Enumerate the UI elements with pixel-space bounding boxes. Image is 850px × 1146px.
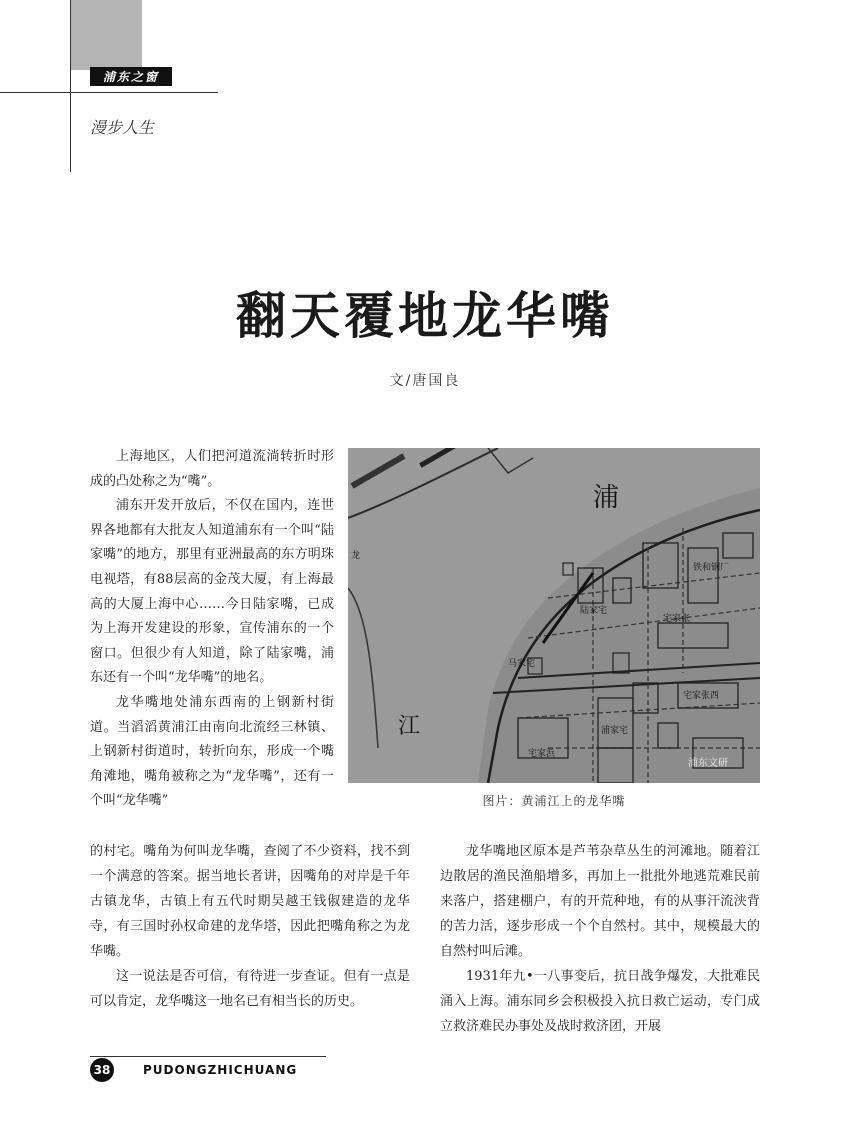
header-vertical-rule bbox=[70, 0, 71, 172]
magazine-logo: 浦东之窗 bbox=[90, 67, 172, 86]
top-left-column bbox=[90, 445, 334, 814]
map-label-iron-works: 铁和钢厂 bbox=[693, 563, 730, 573]
header-gray-block bbox=[70, 0, 142, 70]
figure-caption: 图片：黄浦江上的龙华嘴 bbox=[482, 794, 626, 808]
map-label-zhang-west: 宅家张西 bbox=[683, 691, 720, 701]
bottom-left-column bbox=[90, 839, 410, 1014]
map-label-bottom-house: 宅家浜 bbox=[528, 749, 556, 759]
right-column bbox=[440, 839, 760, 1039]
watermark-text: 浦东文研 bbox=[688, 758, 728, 769]
map-label-pu-house: 浦家宅 bbox=[601, 726, 629, 736]
map-label-jiang: 江 bbox=[398, 714, 421, 739]
footer-rule bbox=[90, 1056, 326, 1057]
paragraph: 龙华嘴地区原本是芦苇杂草丛生的河滩地。随着江边散居的渔民渔船增多，再加上一批批外地逃荒难民前来落户，搭建棚户，有的开荒种地，有的从事汗流浃背的苦力活，逐步形成一个个自然村。其中，规模最大的自然村叫后滩。 bbox=[440, 844, 760, 959]
historic-map-illustration bbox=[348, 448, 760, 783]
map-label-lu-house: 陆家宅 bbox=[580, 606, 608, 616]
map-label-pu: 浦 bbox=[593, 483, 620, 513]
map-label-ma-house: 马家宅 bbox=[508, 659, 536, 669]
map-photo bbox=[348, 448, 760, 783]
map-label-ferry: 龙 bbox=[351, 551, 361, 561]
article-byline: 文/唐国良 bbox=[389, 373, 461, 389]
header-horizontal-rule bbox=[0, 92, 218, 93]
column-label: 漫步人生 bbox=[90, 118, 155, 137]
paragraph: 龙华嘴地处浦东西南的上钢新村街道。当滔滔黄浦江由南向北流经三林镇、上钢新村街道时，转折向东，形成一个嘴角滩地，嘴角被称之为“龙华嘴”，还有一个叫“龙华嘴” bbox=[90, 694, 334, 809]
paragraph: 这一说法是否可信，有待进一步查证。但有一点是可以肯定，龙华嘴这一地名已有相当长的历史。 bbox=[90, 969, 410, 1009]
paragraph: 1931年九•一八事变后，抗日战争爆发，大批难民涌入上海。浦东同乡会积极投入抗日救亡运动，专门成立救济难民办事处及战时救济团，开展 bbox=[440, 969, 760, 1034]
page-number: 38 bbox=[90, 1058, 114, 1082]
paragraph: 的村宅。嘴角为何叫龙华嘴，查阅了不少资料，找不到一个满意的答案。据当地长者讲，因嘴角的对岸是千年古镇龙华，古镇上有五代时期吴越王钱俶建造的龙华寺，有三国时孙权命建的龙华塔，因此把嘴角称之为龙华嘴。 bbox=[90, 844, 410, 959]
paragraph: 浦东开发开放后，不仅在国内，连世界各地都有大批友人知道浦东有一个叫“陆家嘴”的地方，那里有亚洲最高的东方明珠电视塔，有88层高的金茂大厦，有上海最高的大厦上海中心……今日陆家嘴，已成为上海开发建设的形象，宣传浦东的一个窗口。但很少有人知道，除了陆家嘴，浦东还有一个叫“龙华嘴”的地名。 bbox=[90, 498, 334, 686]
map-label-zhang-house: 宅家张 bbox=[663, 614, 691, 624]
article-title: 翻天覆地龙华嘴 bbox=[236, 286, 614, 345]
footer-magazine-name: PUDONGZHICHUANG bbox=[143, 1063, 298, 1077]
paragraph: 上海地区，人们把河道流淌转折时形成的凸处称之为“嘴”。 bbox=[90, 449, 334, 489]
